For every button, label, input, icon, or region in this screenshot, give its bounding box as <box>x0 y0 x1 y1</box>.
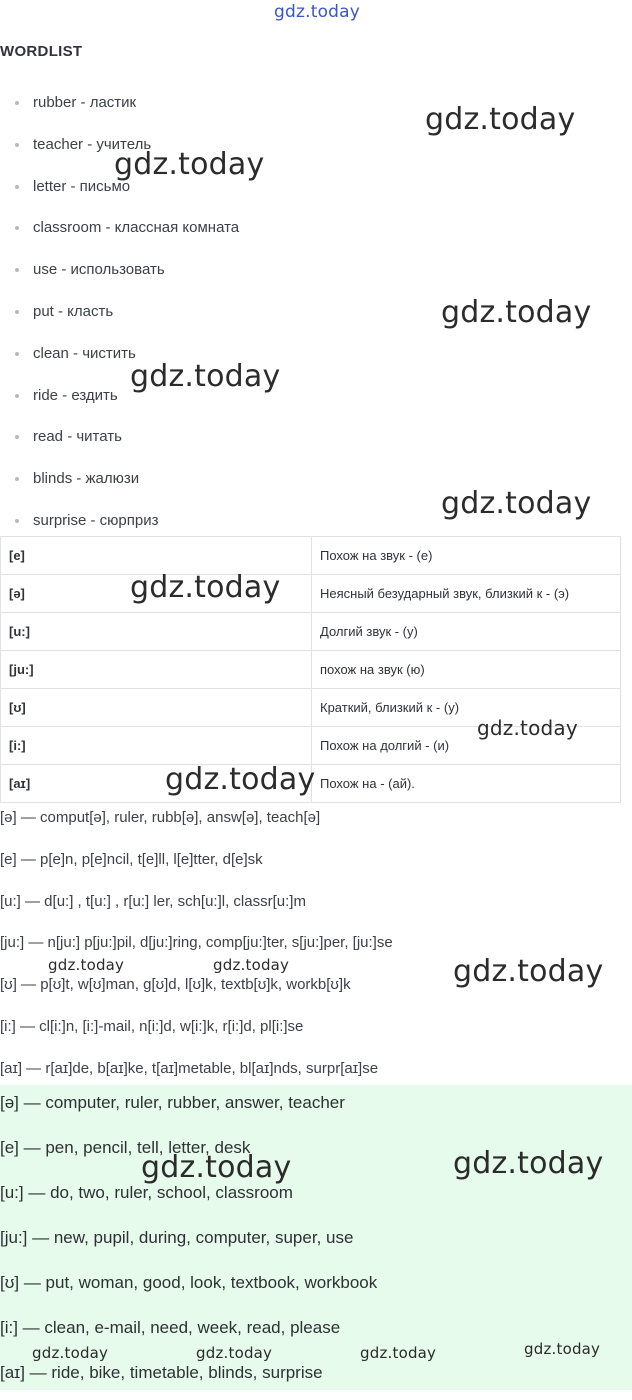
watermark: gdz.today <box>114 147 265 182</box>
table-row <box>1 537 621 575</box>
example-line: [e] — p[e]n, p[e]ncil, t[e]ll, l[e]tter, d[e]sk <box>0 850 263 868</box>
example-line: [aɪ] — r[aɪ]de, b[aɪ]ke, t[aɪ]metable, bl[aɪ]nds, surpr[aɪ]se <box>0 1059 379 1077</box>
bullet-icon <box>15 310 19 314</box>
watermark: gdz.today <box>130 570 281 605</box>
list-item-text: clean - чистить <box>33 344 136 362</box>
watermark: gdz.today <box>141 1150 292 1185</box>
watermark: gdz.today <box>425 102 576 137</box>
list-item <box>0 249 632 291</box>
list-item-text: blinds - жалюзи <box>33 470 140 488</box>
list-item-text: classroom - классная комната <box>33 219 240 237</box>
sound-symbol: [ʊ] <box>1 689 312 727</box>
answer-line: [u:] — do, two, ruler, school, classroom <box>0 1183 293 1202</box>
watermark: gdz.today <box>360 1344 437 1362</box>
bullet-icon <box>15 394 19 398</box>
watermark: gdz.today <box>453 1146 604 1181</box>
bullet-icon <box>15 519 19 523</box>
bullet-icon <box>15 226 19 230</box>
list-item-text: ride - ездить <box>33 386 118 404</box>
watermark: gdz.today <box>453 954 604 989</box>
bullet-icon <box>15 435 19 439</box>
sound-description: Неясный безударный звук, близкий к - (э) <box>312 575 621 613</box>
sound-description: Краткий, близкий к - (у) <box>312 689 621 727</box>
table-row <box>1 575 621 613</box>
list-item <box>0 207 632 249</box>
list-item-text: surprise - сюрприз <box>33 511 159 529</box>
list-item-text: rubber - ластик <box>33 94 137 111</box>
answer-line: [e] — pen, pencil, tell, letter, desk <box>0 1138 251 1157</box>
bullet-icon <box>15 477 19 481</box>
list-item-text: put - класть <box>33 302 114 320</box>
watermark: gdz.today <box>32 1344 109 1362</box>
list-item <box>0 375 632 417</box>
list-item <box>0 166 632 208</box>
sound-symbol: [u:] <box>1 613 312 651</box>
watermark: gdz.today <box>441 295 592 330</box>
example-line: [u:] — d[u:] , t[u:] , r[u:] ler, sch[u:]l, classr[u:]m <box>0 892 306 910</box>
transcription-examples <box>0 797 632 1090</box>
table-row <box>1 651 621 689</box>
sound-symbol: [ə] <box>1 575 312 613</box>
watermark: gdz.today <box>165 762 316 797</box>
watermark: gdz.today <box>441 486 592 521</box>
sound-description: Похож на - (ай). <box>312 765 621 803</box>
bullet-icon <box>15 352 19 356</box>
watermark: gdz.today <box>130 359 281 394</box>
bullet-icon <box>15 268 19 272</box>
bullet-icon <box>15 101 19 105</box>
sound-symbol: [ju:] <box>1 651 312 689</box>
list-item <box>0 416 632 458</box>
sound-description: похож на звук (ю) <box>312 651 621 689</box>
bullet-icon <box>15 185 19 189</box>
sound-symbol: [i:] <box>1 727 312 765</box>
example-line: [i:] — cl[i:]n, [i:]-mail, n[i:]d, w[i:]k, r[i:]d, pl[i:]se <box>0 1017 304 1035</box>
answer-line: [aɪ] — ride, bike, timetable, blinds, surprise <box>0 1363 323 1382</box>
list-item-text: read - читать <box>33 428 122 446</box>
answer-line: [ə] — computer, ruler, rubber, answer, teacher <box>0 1093 345 1112</box>
example-line: [ju:] — n[ju:] p[ju:]pil, d[ju:]ring, comp[ju:]ter, s[ju:]per, [ju:]se <box>0 934 393 952</box>
list-item <box>0 333 632 375</box>
table-row <box>1 613 621 651</box>
watermark: gdz.today <box>196 1344 273 1362</box>
watermark: gdz.today <box>213 956 290 974</box>
example-line: [ʊ] — p[ʊ]t, w[ʊ]man, g[ʊ]d, l[ʊ]k, textb[ʊ]k, workb[ʊ]k <box>0 976 351 994</box>
list-item-text: letter - письмо <box>33 177 131 195</box>
wordlist-title: WORDLIST <box>0 43 83 60</box>
sound-symbol: [e] <box>1 537 312 575</box>
bullet-icon <box>15 143 19 147</box>
answer-line: [ju:] — new, pupil, during, computer, super, use <box>0 1228 354 1247</box>
watermark: gdz.today <box>477 716 578 740</box>
sound-symbol: [aɪ] <box>1 765 312 803</box>
answer-line: [ʊ] — put, woman, good, look, textbook, workbook <box>0 1273 378 1292</box>
sound-description: Похож на долгий - (и) <box>312 727 621 765</box>
answer-line: [i:] — clean, e-mail, need, week, read, please <box>0 1318 341 1337</box>
example-line: [ə] — comput[ə], ruler, rubb[ə], answ[ə], teach[ə] <box>0 809 321 826</box>
sound-description: Долгий звук - (у) <box>312 613 621 651</box>
sound-description: Похож на звук - (е) <box>312 537 621 575</box>
top-watermark: gdz.today <box>274 2 361 22</box>
watermark: gdz.today <box>48 956 125 974</box>
watermark: gdz.today <box>524 1340 601 1358</box>
list-item-text: teacher - учитель <box>33 135 152 153</box>
list-item-text: use - использовать <box>33 261 165 279</box>
